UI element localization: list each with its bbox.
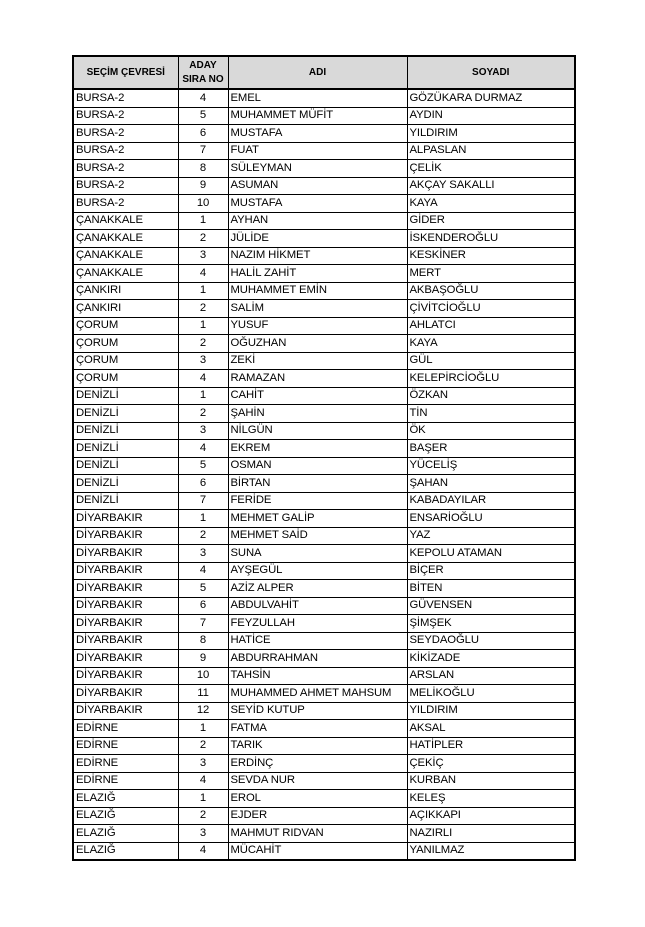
cell-surname: YILDIRIM: [407, 125, 575, 143]
cell-order-no: 2: [178, 335, 228, 353]
cell-surname: NAZIRLI: [407, 825, 575, 843]
table-body: [73, 89, 575, 860]
cell-district: ELAZIĞ: [73, 825, 178, 843]
cell-name: NAZIM HİKMET: [228, 247, 407, 265]
cell-name: AZİZ ALPER: [228, 580, 407, 598]
table-row: [73, 737, 575, 755]
cell-district: DENİZLİ: [73, 440, 178, 458]
cell-order-no: 7: [178, 492, 228, 510]
table-row: [73, 527, 575, 545]
cell-order-no: 1: [178, 212, 228, 230]
cell-name: MUSTAFA: [228, 195, 407, 213]
table-row: [73, 230, 575, 248]
cell-district: BURSA-2: [73, 89, 178, 107]
cell-name: EROL: [228, 790, 407, 808]
cell-name: EMEL: [228, 89, 407, 107]
cell-district: DİYARBAKIR: [73, 545, 178, 563]
cell-name: SEVDA NUR: [228, 772, 407, 790]
cell-district: DİYARBAKIR: [73, 685, 178, 703]
cell-name: SALİM: [228, 300, 407, 318]
cell-order-no: 6: [178, 597, 228, 615]
cell-name: ŞAHİN: [228, 405, 407, 423]
cell-order-no: 6: [178, 475, 228, 493]
table-row: [73, 352, 575, 370]
table-row: [73, 755, 575, 773]
cell-order-no: 2: [178, 737, 228, 755]
header-order-line2: SIRA NO: [182, 73, 224, 85]
cell-order-no: 1: [178, 387, 228, 405]
cell-name: MUSTAFA: [228, 125, 407, 143]
cell-district: DENİZLİ: [73, 475, 178, 493]
header-row: [73, 56, 575, 89]
cell-order-no: 6: [178, 125, 228, 143]
cell-name: HATİCE: [228, 632, 407, 650]
cell-surname: SEYDAOĞLU: [407, 632, 575, 650]
cell-surname: ALPASLAN: [407, 142, 575, 160]
table-row: [73, 650, 575, 668]
cell-order-no: 3: [178, 825, 228, 843]
table-row: [73, 545, 575, 563]
cell-surname: AKÇAY SAKALLI: [407, 177, 575, 195]
cell-district: BURSA-2: [73, 160, 178, 178]
cell-order-no: 1: [178, 282, 228, 300]
cell-district: DENİZLİ: [73, 387, 178, 405]
cell-order-no: 2: [178, 300, 228, 318]
cell-surname: HATİPLER: [407, 737, 575, 755]
cell-name: FATMA: [228, 720, 407, 738]
table-row: [73, 212, 575, 230]
cell-order-no: 10: [178, 667, 228, 685]
cell-name: TARIK: [228, 737, 407, 755]
cell-order-no: 3: [178, 352, 228, 370]
cell-district: DİYARBAKIR: [73, 702, 178, 720]
cell-order-no: 1: [178, 317, 228, 335]
table-row: [73, 300, 575, 318]
cell-district: ÇANAKKALE: [73, 212, 178, 230]
cell-district: EDİRNE: [73, 772, 178, 790]
cell-surname: GÜVENSEN: [407, 597, 575, 615]
cell-order-no: 9: [178, 177, 228, 195]
cell-surname: KELEŞ: [407, 790, 575, 808]
cell-surname: YÜCELİŞ: [407, 457, 575, 475]
cell-district: DİYARBAKIR: [73, 597, 178, 615]
cell-surname: KEPOLU ATAMAN: [407, 545, 575, 563]
cell-order-no: 8: [178, 160, 228, 178]
table-row: [73, 335, 575, 353]
cell-surname: ÇEKİÇ: [407, 755, 575, 773]
header-district: SEÇİM ÇEVRESİ: [73, 56, 178, 89]
cell-surname: GÖZÜKARA DURMAZ: [407, 89, 575, 107]
cell-surname: ENSARİOĞLU: [407, 510, 575, 528]
cell-surname: AHLATCI: [407, 317, 575, 335]
cell-order-no: 4: [178, 772, 228, 790]
cell-district: ÇANAKKALE: [73, 230, 178, 248]
table-row: [73, 562, 575, 580]
cell-district: ELAZIĞ: [73, 790, 178, 808]
header-surname: SOYADI: [407, 56, 575, 89]
cell-order-no: 3: [178, 545, 228, 563]
table-row: [73, 265, 575, 283]
cell-name: MÜCAHİT: [228, 842, 407, 860]
table-row: [73, 370, 575, 388]
cell-order-no: 3: [178, 422, 228, 440]
table-row: [73, 440, 575, 458]
cell-name: HALİL ZAHİT: [228, 265, 407, 283]
cell-order-no: 2: [178, 527, 228, 545]
cell-district: BURSA-2: [73, 107, 178, 125]
cell-district: DENİZLİ: [73, 405, 178, 423]
cell-name: BİRTAN: [228, 475, 407, 493]
cell-name: TAHSİN: [228, 667, 407, 685]
cell-name: MEHMET SAİD: [228, 527, 407, 545]
cell-order-no: 4: [178, 370, 228, 388]
cell-order-no: 1: [178, 790, 228, 808]
cell-order-no: 9: [178, 650, 228, 668]
cell-order-no: 2: [178, 807, 228, 825]
cell-order-no: 5: [178, 107, 228, 125]
cell-order-no: 5: [178, 457, 228, 475]
cell-district: ELAZIĞ: [73, 842, 178, 860]
cell-order-no: 1: [178, 720, 228, 738]
cell-name: EJDER: [228, 807, 407, 825]
cell-order-no: 4: [178, 89, 228, 107]
table-row: [73, 457, 575, 475]
table-row: [73, 387, 575, 405]
table-row: [73, 632, 575, 650]
table-row: [73, 580, 575, 598]
cell-name: MUHAMMET EMİN: [228, 282, 407, 300]
cell-surname: KELEPİRCİOĞLU: [407, 370, 575, 388]
cell-name: ABDURRAHMAN: [228, 650, 407, 668]
cell-order-no: 4: [178, 842, 228, 860]
cell-surname: ÖZKAN: [407, 387, 575, 405]
cell-name: OĞUZHAN: [228, 335, 407, 353]
cell-district: DİYARBAKIR: [73, 615, 178, 633]
cell-district: BURSA-2: [73, 177, 178, 195]
cell-surname: AKBAŞOĞLU: [407, 282, 575, 300]
cell-surname: YANILMAZ: [407, 842, 575, 860]
table-row: [73, 195, 575, 213]
cell-surname: ŞİMŞEK: [407, 615, 575, 633]
table-row: [73, 142, 575, 160]
cell-order-no: 2: [178, 230, 228, 248]
cell-surname: MELİKOĞLU: [407, 685, 575, 703]
header-order-no: [178, 56, 228, 89]
cell-district: BURSA-2: [73, 125, 178, 143]
cell-district: ÇORUM: [73, 335, 178, 353]
cell-order-no: 5: [178, 580, 228, 598]
cell-name: JÜLİDE: [228, 230, 407, 248]
cell-surname: YAZ: [407, 527, 575, 545]
cell-district: BURSA-2: [73, 142, 178, 160]
cell-name: AYŞEGÜL: [228, 562, 407, 580]
cell-name: MUHAMMET MÜFİT: [228, 107, 407, 125]
table-row: [73, 702, 575, 720]
table-row: [73, 772, 575, 790]
table-row: [73, 685, 575, 703]
cell-name: SEYİD KUTUP: [228, 702, 407, 720]
cell-surname: İSKENDEROĞLU: [407, 230, 575, 248]
cell-district: EDİRNE: [73, 737, 178, 755]
cell-name: MAHMUT RIDVAN: [228, 825, 407, 843]
cell-order-no: 4: [178, 562, 228, 580]
cell-district: DİYARBAKIR: [73, 632, 178, 650]
table-row: [73, 842, 575, 860]
table-row: [73, 247, 575, 265]
cell-surname: ÖK: [407, 422, 575, 440]
cell-district: DİYARBAKIR: [73, 667, 178, 685]
cell-surname: GİDER: [407, 212, 575, 230]
cell-surname: ARSLAN: [407, 667, 575, 685]
cell-surname: BİTEN: [407, 580, 575, 598]
cell-surname: TİN: [407, 405, 575, 423]
cell-name: ABDULVAHİT: [228, 597, 407, 615]
cell-surname: KAYA: [407, 195, 575, 213]
cell-name: ERDİNÇ: [228, 755, 407, 773]
cell-surname: YILDIRIM: [407, 702, 575, 720]
cell-order-no: 7: [178, 142, 228, 160]
cell-surname: BİÇER: [407, 562, 575, 580]
cell-district: DİYARBAKIR: [73, 527, 178, 545]
cell-order-no: 2: [178, 405, 228, 423]
candidate-table: [72, 55, 576, 861]
cell-district: ÇORUM: [73, 352, 178, 370]
cell-district: DİYARBAKIR: [73, 650, 178, 668]
cell-surname: KURBAN: [407, 772, 575, 790]
cell-surname: ÇİVİTCİOĞLU: [407, 300, 575, 318]
cell-order-no: 3: [178, 755, 228, 773]
cell-name: EKREM: [228, 440, 407, 458]
table-row: [73, 667, 575, 685]
cell-order-no: 8: [178, 632, 228, 650]
cell-name: SÜLEYMAN: [228, 160, 407, 178]
cell-name: RAMAZAN: [228, 370, 407, 388]
cell-surname: KİKİZADE: [407, 650, 575, 668]
cell-district: ÇORUM: [73, 370, 178, 388]
table-row: [73, 597, 575, 615]
table-row: [73, 125, 575, 143]
cell-district: ÇANKIRI: [73, 300, 178, 318]
cell-order-no: 1: [178, 510, 228, 528]
cell-name: FEYZULLAH: [228, 615, 407, 633]
table-row: [73, 492, 575, 510]
cell-district: DİYARBAKIR: [73, 562, 178, 580]
cell-surname: AYDIN: [407, 107, 575, 125]
header-name: ADI: [228, 56, 407, 89]
cell-order-no: 11: [178, 685, 228, 703]
cell-order-no: 12: [178, 702, 228, 720]
table-row: [73, 510, 575, 528]
cell-district: DENİZLİ: [73, 457, 178, 475]
cell-surname: ÇELİK: [407, 160, 575, 178]
table-row: [73, 807, 575, 825]
table-row: [73, 107, 575, 125]
cell-name: ASUMAN: [228, 177, 407, 195]
cell-order-no: 3: [178, 247, 228, 265]
cell-district: BURSA-2: [73, 195, 178, 213]
cell-district: ELAZIĞ: [73, 807, 178, 825]
table-row: [73, 177, 575, 195]
table-row: [73, 282, 575, 300]
cell-surname: GÜL: [407, 352, 575, 370]
cell-district: DENİZLİ: [73, 492, 178, 510]
cell-district: ÇORUM: [73, 317, 178, 335]
cell-surname: AKSAL: [407, 720, 575, 738]
cell-order-no: 4: [178, 440, 228, 458]
cell-district: DİYARBAKIR: [73, 510, 178, 528]
cell-name: YUSUF: [228, 317, 407, 335]
cell-name: ZEKİ: [228, 352, 407, 370]
cell-name: CAHİT: [228, 387, 407, 405]
cell-name: SUNA: [228, 545, 407, 563]
table-row: [73, 89, 575, 107]
cell-district: DENİZLİ: [73, 422, 178, 440]
cell-name: NİLGÜN: [228, 422, 407, 440]
table-row: [73, 405, 575, 423]
header-order-line1: ADAY: [189, 59, 217, 71]
cell-district: EDİRNE: [73, 755, 178, 773]
cell-surname: KESKİNER: [407, 247, 575, 265]
cell-name: FUAT: [228, 142, 407, 160]
table-row: [73, 615, 575, 633]
table-row: [73, 160, 575, 178]
table-row: [73, 825, 575, 843]
table-row: [73, 720, 575, 738]
table-row: [73, 475, 575, 493]
cell-surname: AÇIKKAPI: [407, 807, 575, 825]
cell-surname: BAŞER: [407, 440, 575, 458]
cell-surname: KABADAYILAR: [407, 492, 575, 510]
cell-order-no: 4: [178, 265, 228, 283]
cell-surname: MERT: [407, 265, 575, 283]
cell-district: ÇANAKKALE: [73, 247, 178, 265]
table-row: [73, 790, 575, 808]
cell-name: MEHMET GALİP: [228, 510, 407, 528]
table-row: [73, 422, 575, 440]
cell-order-no: 7: [178, 615, 228, 633]
table-row: [73, 317, 575, 335]
cell-name: MUHAMMED AHMET MAHSUM: [228, 685, 407, 703]
cell-surname: ŞAHAN: [407, 475, 575, 493]
cell-order-no: 10: [178, 195, 228, 213]
cell-name: AYHAN: [228, 212, 407, 230]
cell-name: FERİDE: [228, 492, 407, 510]
cell-name: OSMAN: [228, 457, 407, 475]
cell-district: ÇANKIRI: [73, 282, 178, 300]
cell-district: ÇANAKKALE: [73, 265, 178, 283]
cell-district: EDİRNE: [73, 720, 178, 738]
cell-district: DİYARBAKIR: [73, 580, 178, 598]
cell-surname: KAYA: [407, 335, 575, 353]
